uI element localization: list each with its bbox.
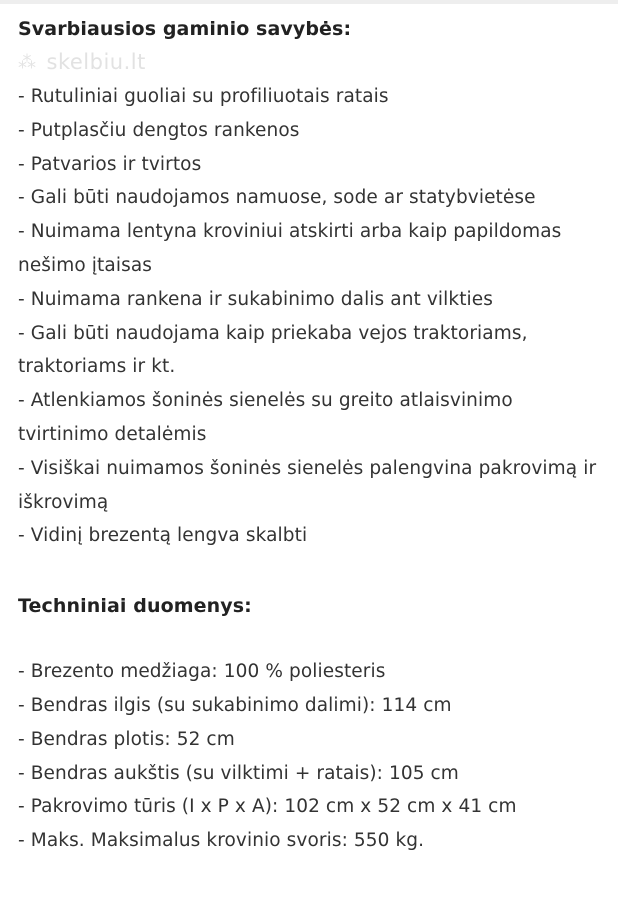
product-description <box>18 14 608 858</box>
watermark-logo-icon: ⁂ <box>18 51 37 73</box>
specs-heading: Techniniai duomenys: <box>18 595 252 618</box>
feature-item: - Nuimama rankena ir sukabinimo dalis ant vilkties <box>18 288 494 310</box>
feature-item: - Putplasčiu dengtos rankenos <box>18 119 300 141</box>
features-heading: Svarbiausios gaminio savybės: <box>18 18 352 40</box>
feature-item: - Visiškai nuimamos šoninės sienelės palengvina pakrovimą ir iškrovimą <box>18 457 597 513</box>
top-divider <box>0 0 618 4</box>
spec-item: - Maks. Maksimalus krovinio svoris: 550 kg. <box>18 830 425 852</box>
spec-item: - Bendras plotis: 52 cm <box>18 728 235 750</box>
section-spacer <box>18 621 608 655</box>
spec-item: - Bendras ilgis (su sukabinimo dalimi): 114 cm <box>18 694 452 716</box>
features-list <box>18 80 608 553</box>
spec-item: - Bendras aukštis (su vilktimi + ratais): 105 cm <box>18 762 459 784</box>
watermark-text: skelbiu.lt <box>46 50 146 74</box>
feature-item: - Gali būti naudojama kaip priekaba vejos traktoriams, traktoriams ir kt. <box>18 322 528 378</box>
spec-item: - Pakrovimo tūris (I x P x A): 102 cm x 52 cm x 41 cm <box>18 796 517 818</box>
spec-item: - Brezento medžiaga: 100 % poliesteris <box>18 661 386 683</box>
section-spacer <box>18 553 608 591</box>
feature-item: - Rutuliniai guoliai su profiliuotais ratais <box>18 86 389 107</box>
specs-list <box>18 655 608 858</box>
watermark <box>18 44 608 80</box>
feature-item: - Vidinį brezentą lengva skalbti <box>18 525 308 547</box>
feature-item: - Nuimama lentyna kroviniui atskirti arba kaip papildomas nešimo įtaisas <box>18 221 562 276</box>
feature-item: - Patvarios ir tvirtos <box>18 153 202 175</box>
feature-item: - Atlenkiamos šoninės sienelės su greito atlaisvinimo tvirtinimo detalėmis <box>18 390 513 445</box>
feature-item: - Gali būti naudojamos namuose, sode ar statybvietėse <box>18 187 536 209</box>
